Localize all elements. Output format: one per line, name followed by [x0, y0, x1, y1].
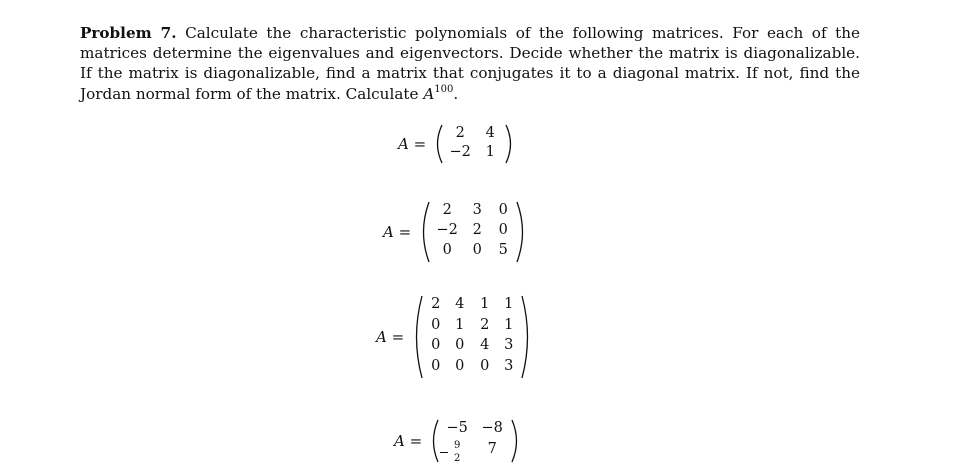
matrix-cell: 3 — [472, 202, 482, 218]
matrix-equation-2 — [383, 201, 529, 263]
matrix-cell: 0 — [480, 357, 490, 374]
problem-statement — [80, 23, 860, 104]
left-paren — [417, 201, 431, 263]
matrix-cell: 5 — [498, 242, 508, 258]
fraction-denominator: 2 — [454, 453, 461, 464]
matrix-cell: 0 — [455, 337, 465, 353]
matrix-lhs: A = — [376, 328, 405, 346]
matrix-cell-fraction — [440, 441, 474, 462]
matrix-cell: 4 — [455, 296, 465, 312]
fraction — [440, 441, 474, 464]
matrix-2 — [417, 201, 529, 263]
matrix-cell: 0 — [498, 202, 508, 218]
matrix-cell: 0 — [472, 242, 482, 258]
matrix-lhs: A = — [383, 223, 412, 241]
matrix-cell: 4 — [480, 337, 490, 353]
problem-text: Calculate the characteristic polynomials of the following matrices. For each of the matrices determine the eigenvalues and eigenvectors. Decide whether the matrix is diagonalizable. If the matrix is diagonalizable, find a matrix that conjugates it to a diagonal matrix. If not, find the Jordan normal form of the matrix. Calculate — [80, 24, 860, 103]
left-paren — [432, 124, 444, 164]
matrix-cell: 2 — [442, 202, 452, 218]
matrix-3 — [410, 295, 534, 379]
problem-label: Problem 7. — [80, 24, 177, 42]
matrix-4 — [428, 419, 522, 463]
right-paren — [520, 295, 534, 379]
matrix-1 — [432, 124, 516, 164]
matrix-cell: 2 — [472, 222, 482, 238]
matrix-cell: −2 — [449, 144, 471, 160]
matrix-cell: 1 — [485, 144, 495, 160]
matrix-cell: −2 — [436, 222, 458, 238]
problem-end: . — [453, 84, 459, 103]
matrix-cell: 3 — [504, 357, 514, 374]
fraction-numerator: 9 — [454, 440, 461, 451]
matrix-cell: 1 — [504, 316, 514, 333]
matrix-cell: −5 — [446, 420, 468, 436]
right-paren — [504, 124, 516, 164]
matrix-lhs: A = — [398, 135, 427, 153]
matrix-cell: 0 — [431, 316, 441, 333]
matrix-cell: 1 — [455, 316, 465, 333]
right-paren — [510, 419, 522, 463]
matrix-cell: 4 — [485, 125, 495, 141]
matrix-cell: 0 — [498, 222, 508, 238]
matrix-cell: 0 — [455, 357, 465, 374]
matrix-cell: 0 — [431, 357, 441, 374]
matrix-cell: 7 — [487, 441, 497, 457]
left-paren — [410, 295, 424, 379]
matrix-equation-4 — [394, 419, 522, 463]
matrix-cell: 1 — [504, 296, 514, 312]
matrix-cell: 0 — [431, 337, 441, 353]
power-base: A — [423, 84, 435, 103]
matrix-cell: 0 — [442, 242, 452, 258]
matrix-cell: 2 — [431, 296, 441, 312]
right-paren — [515, 201, 529, 263]
power-exponent: 100 — [434, 83, 454, 95]
left-paren — [428, 419, 440, 463]
matrix-cell: 3 — [504, 337, 514, 353]
matrix-cell: 2 — [455, 125, 465, 141]
matrix-lhs: A = — [394, 432, 423, 450]
matrix-cell: 1 — [480, 296, 490, 312]
matrix-equation-1 — [398, 124, 516, 164]
matrix-cell: −8 — [481, 420, 503, 436]
fraction-bar — [440, 452, 448, 453]
matrix-equation-3 — [376, 295, 534, 379]
matrix-cell: 2 — [480, 316, 490, 333]
